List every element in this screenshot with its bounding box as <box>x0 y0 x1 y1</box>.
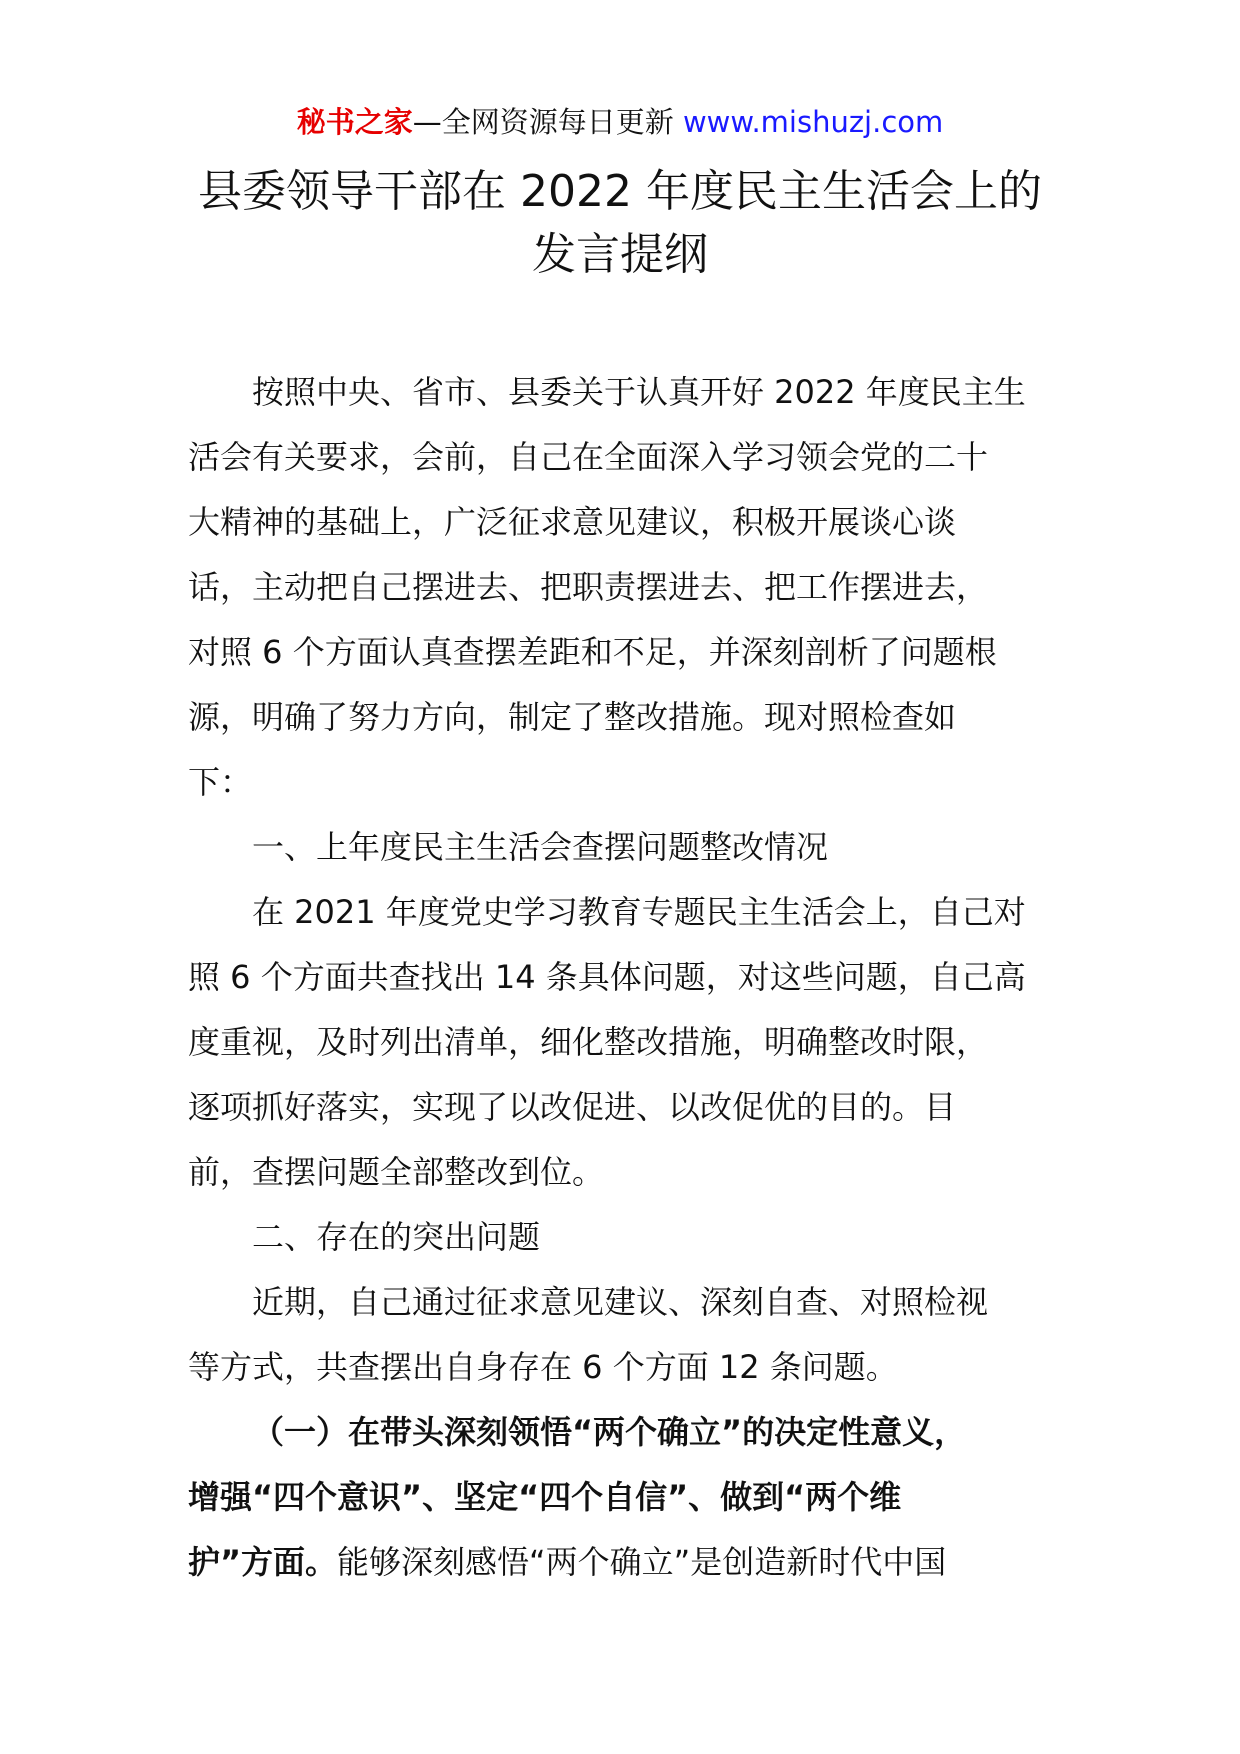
title-line-2: 发言提纲 <box>532 229 708 280</box>
paragraph-line: 逐项抓好落实，实现了以改促进、以改促优的目的。目 <box>188 1088 957 1126</box>
paragraph-line: 近期，自己通过征求意见建议、深刻自查、对照检视 <box>252 1283 989 1321</box>
paragraph-line: 话，主动把自己摆进去、把职责摆进去、把工作摆进去， <box>188 568 989 606</box>
mixed-line <box>188 1530 1056 1595</box>
brand-name: 秘书之家 <box>296 105 413 139</box>
watermark-header <box>0 100 1240 144</box>
paragraph-line: 对照 6 个方面认真查摆差距和不足，并深刻剖析了问题根 <box>188 633 997 671</box>
paragraph-line: 在 2021 年度党史学习教育专题民主生活会上，自己对 <box>252 893 1026 931</box>
paragraph-line: 源，明确了努力方向，制定了整改措施。现对照检查如 <box>188 698 957 736</box>
document-title <box>150 160 1090 286</box>
paragraph-line: 下： <box>188 763 253 801</box>
subsection-heading-line: （一）在带头深刻领悟“两个确立”的决定性意义， <box>252 1413 967 1451</box>
site-url[interactable]: www.mishuzj.com <box>682 105 944 139</box>
document-body <box>188 360 1056 1595</box>
paragraph-text: 能够深刻感悟“两个确立”是创造新时代中国 <box>337 1543 947 1581</box>
title-line-1: 县委领导干部在 2022 年度民主生活会上的 <box>198 166 1042 217</box>
paragraph-line: 度重视，及时列出清单，细化整改措施，明确整改时限， <box>188 1023 989 1061</box>
subsection-heading-end: 护”方面。 <box>188 1543 338 1581</box>
section-heading-2: 二、存在的突出问题 <box>252 1218 541 1256</box>
paragraph-line: 等方式，共查摆出自身存在 6 个方面 12 条问题。 <box>188 1348 898 1386</box>
paragraph-line: 前，查摆问题全部整改到位。 <box>188 1153 605 1191</box>
header-tagline: —全网资源每日更新 <box>412 105 683 139</box>
paragraph-line: 活会有关要求，会前，自己在全面深入学习领会党的二十 <box>188 438 989 476</box>
section-heading-1: 一、上年度民主生活会查摆问题整改情况 <box>252 828 829 866</box>
paragraph-line: 大精神的基础上，广泛征求意见建议，积极开展谈心谈 <box>188 503 957 541</box>
paragraph-line: 按照中央、省市、县委关于认真开好 2022 年度民主生 <box>252 373 1026 411</box>
paragraph-line: 照 6 个方面共查找出 14 条具体问题，对这些问题，自己高 <box>188 958 1026 996</box>
subsection-heading-line: 增强“四个意识”、坚定“四个自信”、做到“两个维 <box>188 1478 902 1516</box>
